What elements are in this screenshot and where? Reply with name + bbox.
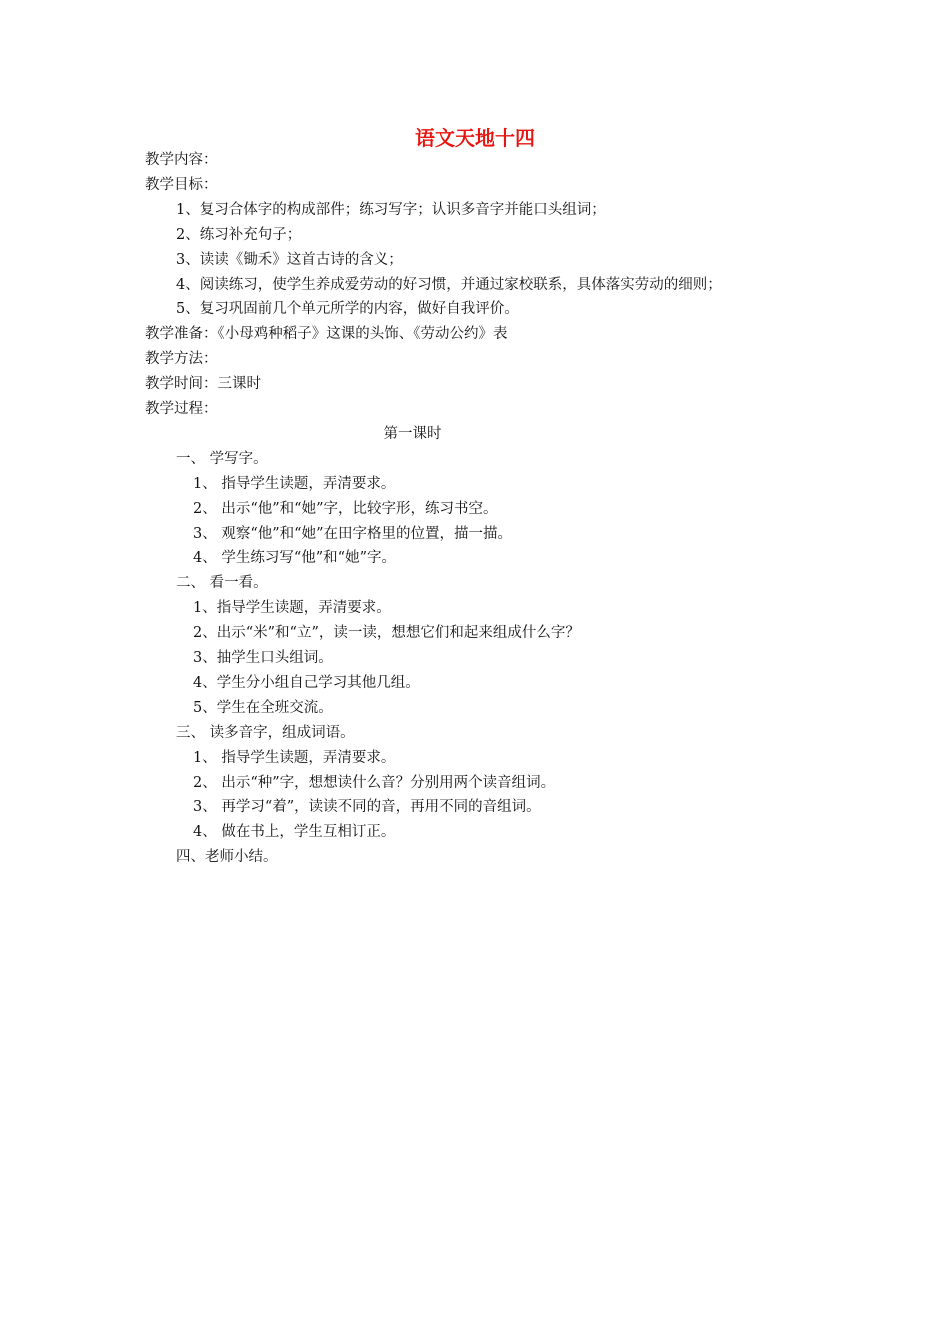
text-line: 2、出示“米”和“立”，读一读，想想它们和起来组成什么字？ (193, 625, 580, 642)
text-line: 5、学生在全班交流。 (193, 699, 333, 716)
text-line: 教学目标： (145, 176, 218, 193)
text-line: 教学内容： (145, 152, 218, 168)
text-line: 3、 观察“他”和“她”在田字格里的位置，描一描。 (193, 525, 512, 542)
section-heading: 第一课时 (383, 425, 442, 442)
text-line: 2、 出示“他”和“她”字，比较字形，练习书空。 (193, 500, 498, 517)
text-line: 教学准备：《小母鸡种稻子》这课的头饰、《劳动公约》表 (145, 326, 508, 343)
text-line: 二、 看一看。 (176, 575, 268, 592)
text-line: 三、 读多音字，组成词语。 (176, 724, 355, 741)
text-line: 教学时间：三课时 (145, 376, 261, 393)
text-line: 1、指导学生读题，弄清要求。 (193, 600, 391, 617)
text-line: 5、复习巩固前几个单元所学的内容，做好自我评价。 (176, 301, 519, 318)
text-line: 教学方法： (145, 351, 218, 368)
text-line: 3、 再学习“着”，读读不同的音，再用不同的音组词。 (193, 799, 541, 816)
text-line: 2、练习补充句子； (176, 226, 302, 243)
text-line: 1、复习合体字的构成部件；练习写字；认识多音字并能口头组词； (176, 201, 606, 218)
text-line: 一、 学写字。 (176, 450, 268, 467)
text-line: 3、读读《锄禾》这首古诗的含义； (176, 251, 403, 268)
text-line: 4、阅读练习，使学生养成爱劳动的好习惯，并通过家校联系，具体落实劳动的细则； (176, 276, 722, 293)
text-line: 4、 做在书上，学生互相订正。 (193, 824, 396, 841)
text-line: 四、老师小结。 (176, 849, 278, 866)
text-line: 1、 指导学生读题，弄清要求。 (193, 475, 396, 492)
document-title: 语文天地十四 (415, 126, 535, 150)
text-line: 2、 出示“种”字，想想读什么音？分别用两个读音组词。 (193, 774, 556, 791)
text-line: 1、 指导学生读题，弄清要求。 (193, 749, 396, 766)
text-line: 教学过程： (145, 401, 218, 417)
text-line: 4、学生分小组自己学习其他几组。 (193, 674, 420, 691)
text-line: 3、抽学生口头组词。 (193, 650, 333, 666)
text-line: 4、 学生练习写“他”和“她”字。 (193, 550, 396, 567)
